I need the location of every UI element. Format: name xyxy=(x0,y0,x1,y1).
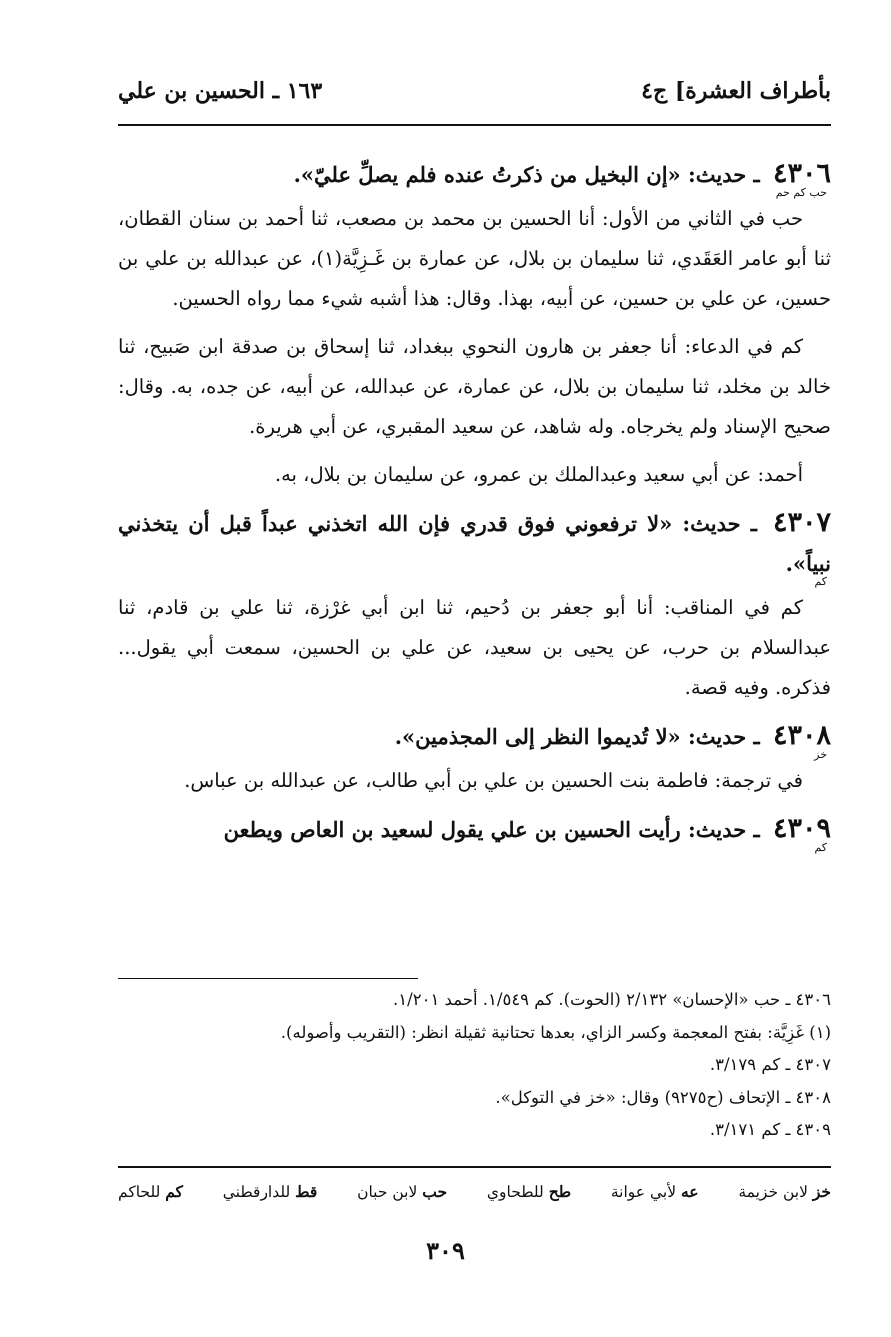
entry-sources-siglum: خز xyxy=(814,748,827,761)
header-chapter-title: ١٦٣ ـ الحسين بن علي xyxy=(118,78,323,104)
entry-sources-siglum: كم xyxy=(814,841,827,854)
entry-hadith-text: ـ حديث: «لا ترفعوني فوق قدري فإن الله اتخذني عبداً قبل أن يتخذني نبياً». xyxy=(118,511,831,576)
entry-paragraph: حب في الثاني من الأول: أنا الحسين بن محمد بن مصعب، ثنا أحمد بن سنان القطان، ثنا أبو عامر العَقَدي، ثنا سليمان بن بلال، عن عمارة بن غَـزِيَّة(١)، عن عبدالله بن علي بن حسين، عن علي بن حسين، عن أبيه، بهذا. وقال: هذا أشبه شيء مما رواه الحسين. xyxy=(118,207,831,310)
footnotes xyxy=(130,984,831,1147)
abbreviation-item: كم للحاكم xyxy=(118,1182,183,1201)
entry-number: ٤٣٠٧ xyxy=(772,507,831,538)
footnote-line: ٤٣٠٦ ـ حب «الإحسان» ٢/١٣٢ (الحوت). كم ١/٥٤٩. أحمد ١/٢٠١. xyxy=(393,990,831,1009)
entry-number: ٤٣٠٩ xyxy=(772,813,831,844)
running-header xyxy=(118,78,831,104)
entry-number: ٤٣٠٦ xyxy=(772,158,831,189)
entry-paragraph: أحمد: عن أبي سعيد وعبدالملك بن عمرو، عن سليمان بن بلال، به. xyxy=(274,463,803,486)
abbreviation-item: طح للطحاوي xyxy=(486,1182,572,1201)
entry-heading xyxy=(118,809,831,850)
entry-hadith-text: ـ حديث: رأيت الحسين بن علي يقول لسعيد بن العاص ويطعن xyxy=(223,817,760,842)
entry-hadith-text: ـ حديث: «لا تُديموا النظر إلى المجذمين». xyxy=(394,724,760,749)
abbreviation-key xyxy=(118,1182,831,1201)
abbreviation-item: قط للدارقطني xyxy=(222,1182,318,1201)
entry-paragraph: كم في الدعاء: أنا جعفر بن هارون النحوي ببغداد، ثنا إسحاق بن صدقة ابن صَبيح، ثنا خالد بن مخلد، ثنا سليمان بن بلال، عن عمارة، عن عبدالله، عن أبيه، عن جده، به. وقال: صحيح الإسناد ولم يخرجاه. وله شاهد، عن سعيد المقبري، عن أبي هريرة. xyxy=(118,335,831,438)
abbreviation-item: حب لابن حبان xyxy=(357,1182,448,1201)
header-divider xyxy=(118,124,831,126)
main-text xyxy=(118,152,831,852)
entry-heading xyxy=(118,503,831,584)
entry-number: ٤٣٠٨ xyxy=(772,720,831,751)
header-volume-title: بأطراف العشرة] ج٤ xyxy=(641,78,831,104)
footnote-line: ٤٣٠٧ ـ كم ٣/١٧٩. xyxy=(709,1055,831,1074)
abbreviation-item: خز لابن خزيمة xyxy=(738,1182,831,1201)
entry-sources-siglum: كم xyxy=(814,575,827,588)
page-number: ٣٠٩ xyxy=(426,1236,465,1265)
footer-divider xyxy=(118,1166,831,1168)
entry-sources-siglum: حب كم حم xyxy=(775,186,827,199)
footnote-line: ٤٣٠٩ ـ كم ٣/١٧١. xyxy=(709,1120,831,1139)
footnote-divider xyxy=(118,978,418,979)
footnote-line: (١) غَزِيَّة: بفتح المعجمة وكسر الزاي، بعدها تحتانية ثقيلة انظر: (التقريب وأصوله). xyxy=(280,1022,831,1042)
entry-paragraph: كم في المناقب: أنا أبو جعفر بن دُحيم، ثنا ابن أبي غرْزة، ثنا علي بن قادم، ثنا عبدالسلام بن حرب، عن يحيى بن سعيد، عن علي بن الحسين، سمعت أبي يقول... فذكره. وفيه قصة. xyxy=(118,596,831,699)
entry-paragraph: في ترجمة: فاطمة بنت الحسين بن علي بن أبي طالب، عن عبدالله بن عباس. xyxy=(184,769,803,792)
footnote-line: ٤٣٠٨ ـ الإتحاف (ح٩٢٧٥) وقال: «خز في التوكل». xyxy=(495,1087,831,1107)
entry-hadith-text: ـ حديث: «إن البخيل من ذكرتُ عنده فلم يصلِّ عليّ». xyxy=(293,162,760,187)
abbreviation-item: عه لأبي عوانة xyxy=(610,1182,699,1201)
